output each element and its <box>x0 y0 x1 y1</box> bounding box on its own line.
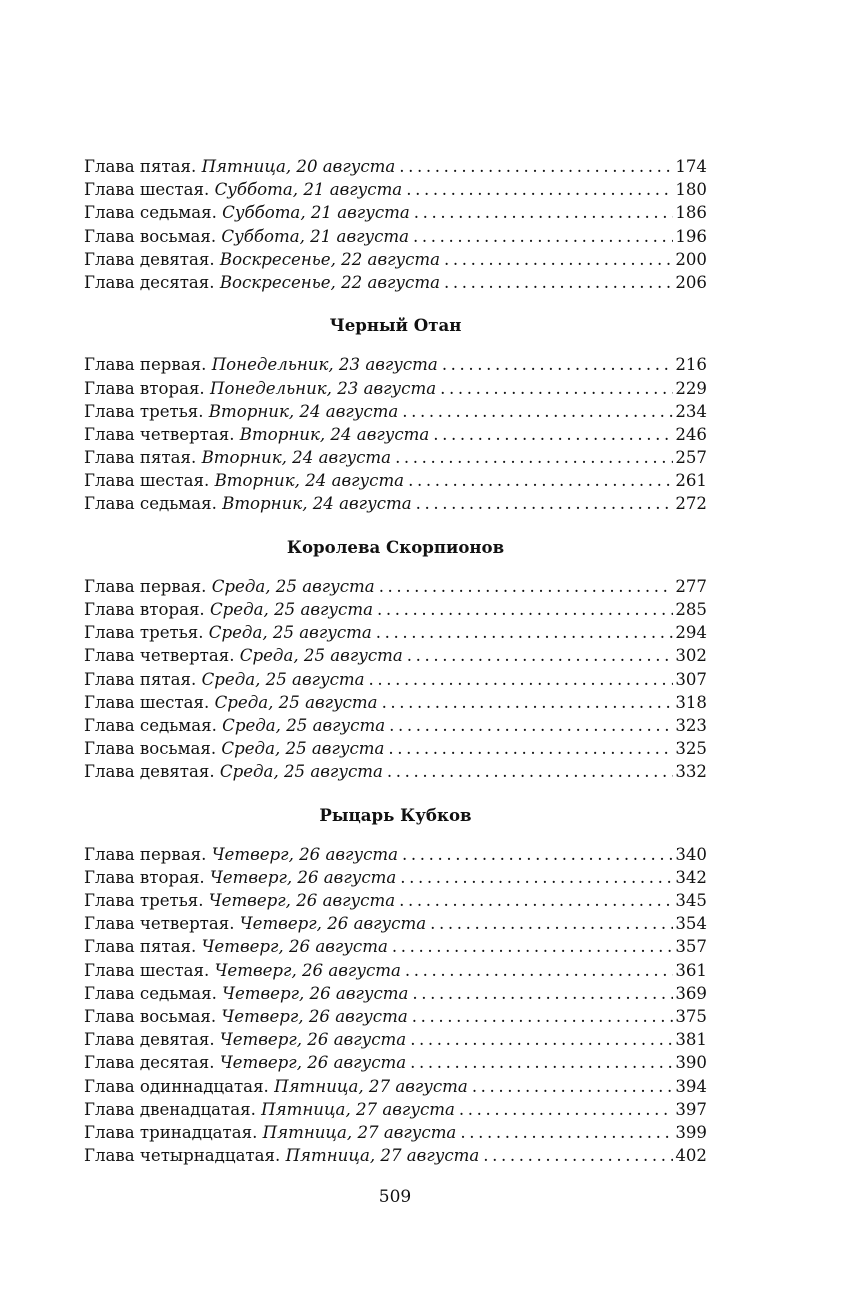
chapter-date: Среда, 25 августа <box>214 692 378 712</box>
chapter-date: Четверг, 26 августа <box>201 937 388 957</box>
toc-entry <box>84 400 707 423</box>
page-ref: 277 <box>675 576 707 596</box>
toc-entry <box>84 668 707 691</box>
toc-entry <box>84 1028 707 1051</box>
page-ref: 357 <box>675 937 707 957</box>
dot-leader <box>402 843 673 866</box>
section-title: Королева Скорпионов <box>286 536 505 557</box>
dot-leader <box>402 400 673 423</box>
chapter-label: Глава четырнадцатая. <box>84 1146 281 1166</box>
toc-entry <box>84 621 707 644</box>
toc-entry <box>84 178 707 201</box>
dot-leader <box>407 644 674 667</box>
chapter-date: Среда, 25 августа <box>209 600 373 620</box>
chapter-date: Четверг, 26 августа <box>239 914 427 934</box>
page-ref: 390 <box>675 1053 707 1073</box>
chapter-label: Глава тринадцатая. <box>84 1122 258 1142</box>
toc-entry <box>84 1005 707 1028</box>
dot-leader <box>382 691 674 714</box>
toc-entry <box>84 889 707 912</box>
chapter-label: Глава восьмая. <box>84 1007 217 1027</box>
chapter-label: Глава восьмая. <box>84 226 217 246</box>
dot-leader <box>405 959 673 982</box>
toc-entry <box>84 866 707 889</box>
dot-leader <box>433 423 673 446</box>
dot-leader <box>410 1051 673 1074</box>
chapter-label: Глава седьмая. <box>84 983 217 1003</box>
dot-leader <box>399 889 673 912</box>
dot-leader <box>377 598 673 621</box>
page-ref: 323 <box>675 715 707 735</box>
page-ref: 294 <box>675 623 707 643</box>
dot-leader <box>392 935 673 958</box>
chapter-date: Четверг, 26 августа <box>214 960 401 980</box>
dot-leader <box>472 1075 674 1098</box>
chapter-date: Пятница, 27 августа <box>261 1099 455 1119</box>
chapter-date: Суббота, 21 августа <box>222 203 410 223</box>
page-ref: 381 <box>675 1030 707 1050</box>
chapter-date: Четверг, 26 августа <box>219 1053 407 1073</box>
toc-entry <box>84 469 707 492</box>
dot-leader <box>408 469 673 492</box>
toc-entry <box>84 1121 707 1144</box>
chapter-label: Глава девятая. <box>84 1030 215 1050</box>
toc-entry <box>84 225 707 248</box>
chapter-date: Вторник, 24 августа <box>214 471 405 491</box>
chapter-date: Пятница, 27 августа <box>285 1146 480 1166</box>
page-ref: 340 <box>675 844 707 864</box>
page-ref: 397 <box>675 1099 707 1119</box>
dot-leader <box>414 201 674 224</box>
dot-leader <box>379 575 674 598</box>
toc-entry <box>84 377 707 400</box>
dot-leader <box>430 912 673 935</box>
page-ref: 234 <box>675 401 707 421</box>
page-ref: 261 <box>675 471 707 491</box>
toc-entry <box>84 1051 707 1074</box>
page-ref: 246 <box>675 424 707 444</box>
toc-section <box>84 155 707 294</box>
page-ref: 285 <box>675 600 707 620</box>
chapter-label: Глава первая. <box>84 355 207 375</box>
chapter-date: Пятница, 27 августа <box>262 1122 457 1142</box>
dot-leader <box>412 982 673 1005</box>
chapter-label: Глава двенадцатая. <box>84 1099 256 1119</box>
toc-entry <box>84 959 707 982</box>
chapter-date: Вторник, 24 августа <box>222 494 412 514</box>
chapter-date: Воскресенье, 22 августа <box>219 249 441 269</box>
chapter-label: Глава седьмая. <box>84 494 217 514</box>
chapter-label: Глава четвертая. <box>84 914 235 934</box>
chapter-date: Суббота, 21 августа <box>214 180 403 200</box>
toc-entry <box>84 935 707 958</box>
page-ref: 307 <box>675 669 707 689</box>
section-title: Рыцарь Кубков <box>319 804 472 825</box>
chapter-label: Глава десятая. <box>84 1053 215 1073</box>
chapter-date: Среда, 25 августа <box>219 762 383 782</box>
chapter-date: Среда, 25 августа <box>222 715 386 735</box>
chapter-label: Глава девятая. <box>84 762 215 782</box>
page-ref: 342 <box>675 867 707 887</box>
chapter-date: Среда, 25 августа <box>221 739 385 759</box>
chapter-date: Суббота, 21 августа <box>221 226 410 246</box>
page-ref: 375 <box>675 1007 707 1027</box>
page-ref: 361 <box>675 960 707 980</box>
chapter-date: Пятница, 27 августа <box>274 1076 468 1096</box>
chapter-label: Глава вторая. <box>84 867 205 887</box>
dot-leader <box>444 271 673 294</box>
chapter-date: Среда, 25 августа <box>239 646 403 666</box>
toc-entry <box>84 446 707 469</box>
page-ref: 216 <box>675 355 707 375</box>
toc-entry <box>84 714 707 737</box>
chapter-date: Четверг, 26 августа <box>211 844 398 864</box>
dot-leader <box>410 1028 673 1051</box>
chapter-label: Глава четвертая. <box>84 646 235 666</box>
chapter-label: Глава пятая. <box>84 669 197 689</box>
page-ref: 200 <box>675 249 707 269</box>
toc-entry <box>84 1144 707 1167</box>
toc-entry <box>84 760 707 783</box>
toc-entry <box>84 644 707 667</box>
chapter-label: Глава третья. <box>84 891 204 911</box>
chapter-date: Вторник, 24 августа <box>201 448 392 468</box>
toc-entry <box>84 1075 707 1098</box>
page-ref: 257 <box>675 448 707 468</box>
chapter-label: Глава третья. <box>84 401 204 421</box>
dot-leader <box>416 492 674 515</box>
page-ref: 206 <box>675 272 707 292</box>
page-ref: 174 <box>675 157 707 176</box>
toc-entry <box>84 691 707 714</box>
chapter-date: Четверг, 26 августа <box>221 1007 408 1027</box>
dot-leader <box>459 1098 673 1121</box>
chapter-date: Среда, 25 августа <box>208 623 372 643</box>
toc-entry <box>84 248 707 271</box>
dot-leader <box>395 446 673 469</box>
page-ref: 302 <box>675 646 707 666</box>
chapter-label: Глава шестая. <box>84 471 210 491</box>
chapter-label: Глава шестая. <box>84 960 210 980</box>
chapter-date: Среда, 25 августа <box>201 669 365 689</box>
page-ref: 369 <box>675 983 707 1003</box>
chapter-label: Глава пятая. <box>84 157 197 176</box>
chapter-label: Глава девятая. <box>84 249 215 269</box>
chapter-label: Глава третья. <box>84 623 204 643</box>
page-number: 509 <box>378 1187 412 1207</box>
chapter-date: Четверг, 26 августа <box>219 1030 407 1050</box>
section-title: Черный Отан <box>329 315 462 336</box>
dot-leader <box>412 1005 674 1028</box>
page-ref: 196 <box>675 226 707 246</box>
toc-entry <box>84 492 707 515</box>
page-ref: 272 <box>675 494 707 514</box>
chapter-label: Глава пятая. <box>84 937 197 957</box>
chapter-label: Глава десятая. <box>84 272 215 292</box>
dot-leader <box>387 760 673 783</box>
dot-leader <box>400 866 673 889</box>
toc-entry <box>84 1098 707 1121</box>
dot-leader <box>369 668 674 691</box>
page-ref: 394 <box>675 1076 707 1096</box>
chapter-label: Глава шестая. <box>84 692 210 712</box>
toc-entry <box>84 575 707 598</box>
toc-entry <box>84 201 707 224</box>
dot-leader <box>440 377 673 400</box>
dot-leader <box>399 155 673 178</box>
chapter-label: Глава восьмая. <box>84 739 217 759</box>
toc-entry <box>84 353 707 376</box>
dot-leader <box>406 178 673 201</box>
chapter-date: Среда, 25 августа <box>211 576 375 596</box>
page-ref: 325 <box>675 739 707 759</box>
dot-leader <box>376 621 674 644</box>
chapter-date: Пятница, 20 августа <box>201 157 396 176</box>
table-of-contents <box>84 155 707 1167</box>
chapter-label: Глава вторая. <box>84 600 205 620</box>
page-ref: 345 <box>675 891 707 911</box>
chapter-date: Воскресенье, 22 августа <box>219 272 440 292</box>
page-ref: 399 <box>675 1122 707 1142</box>
chapter-date: Вторник, 24 августа <box>239 424 430 444</box>
toc-entry <box>84 598 707 621</box>
chapter-label: Глава шестая. <box>84 180 210 200</box>
chapter-label: Глава вторая. <box>84 378 205 398</box>
dot-leader <box>444 248 673 271</box>
page-ref: 180 <box>675 180 707 200</box>
dot-leader <box>460 1121 673 1144</box>
toc-section <box>84 804 707 1168</box>
chapter-label: Глава первая. <box>84 844 207 864</box>
toc-entry <box>84 912 707 935</box>
toc-entry <box>84 423 707 446</box>
chapter-date: Четверг, 26 августа <box>208 891 396 911</box>
chapter-date: Вторник, 24 августа <box>208 401 399 421</box>
chapter-date: Понедельник, 23 августа <box>211 355 438 375</box>
chapter-label: Глава одиннадцатая. <box>84 1076 269 1096</box>
dot-leader <box>389 714 673 737</box>
dot-leader <box>442 353 674 376</box>
page-ref: 332 <box>675 762 707 782</box>
page-ref: 402 <box>675 1146 707 1166</box>
dot-leader <box>388 737 673 760</box>
dot-leader <box>483 1144 673 1167</box>
chapter-date: Четверг, 26 августа <box>209 867 397 887</box>
toc-entry <box>84 737 707 760</box>
chapter-label: Глава пятая. <box>84 448 197 468</box>
page-ref: 186 <box>675 203 707 223</box>
chapter-label: Глава первая. <box>84 576 207 596</box>
chapter-label: Глава седьмая. <box>84 715 217 735</box>
toc-entry <box>84 843 707 866</box>
page-ref: 354 <box>675 914 707 934</box>
chapter-date: Понедельник, 23 августа <box>209 378 437 398</box>
chapter-date: Четверг, 26 августа <box>222 983 409 1003</box>
page-ref: 229 <box>675 378 707 398</box>
dot-leader <box>413 225 673 248</box>
toc-section <box>84 536 707 784</box>
toc-section <box>84 314 707 516</box>
chapter-label: Глава четвертая. <box>84 424 235 444</box>
toc-entry <box>84 271 707 294</box>
page-ref: 318 <box>675 692 707 712</box>
toc-entry <box>84 982 707 1005</box>
toc-entry <box>84 155 707 178</box>
chapter-label: Глава седьмая. <box>84 203 217 223</box>
